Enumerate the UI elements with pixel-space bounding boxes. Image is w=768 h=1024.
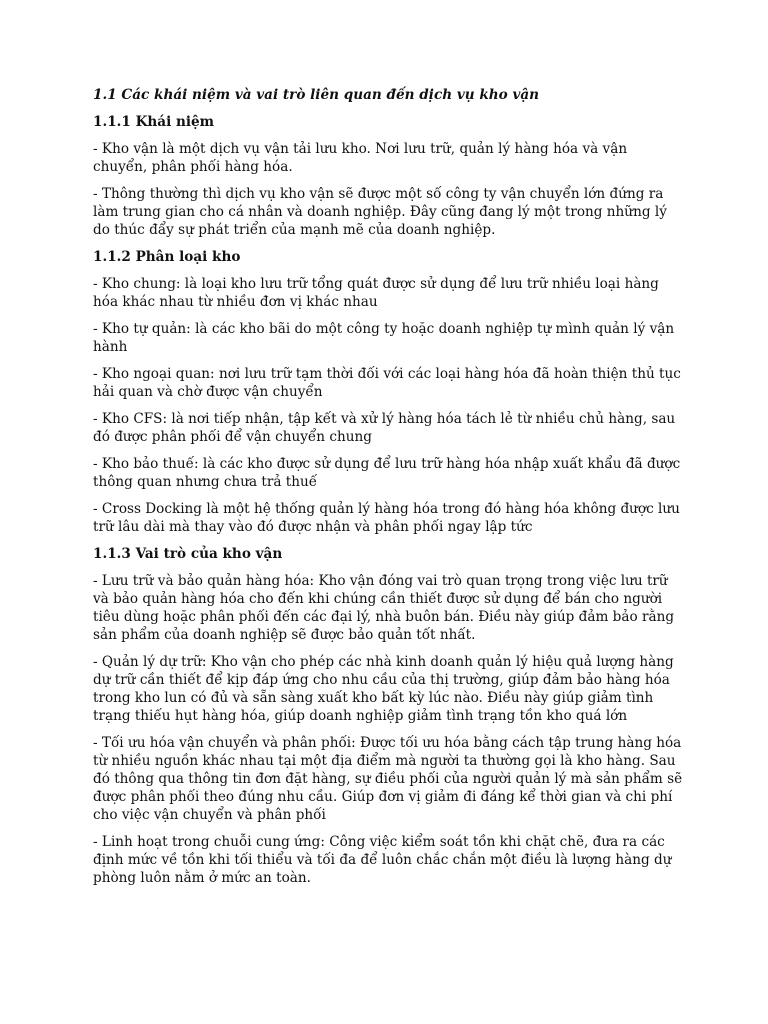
section-title: 1.1 Các khái niệm và vai trò liên quan đến dịch vụ kho vận bbox=[93, 87, 540, 103]
subsection-heading-classification: 1.1.2 Phân loại kho bbox=[93, 249, 241, 265]
paragraph: - Cross Docking là một hệ thống quản lý hàng hóa trong đó hàng hóa không được lưu trữ lâu dài mà thay vào đó được nhận và phân phối ngay lập tức bbox=[93, 501, 680, 535]
paragraph: - Linh hoạt trong chuỗi cung ứng: Công việc kiểm soát tồn khi chặt chẽ, đưa ra các định mức về tồn khi tối thiểu và tối đa để luôn chắc chắn một điều là lượng hàng dự phòng luôn nằm ở mức an toàn. bbox=[93, 834, 672, 886]
subsection-heading-concepts: 1.1.1 Khái niệm bbox=[93, 114, 215, 130]
paragraph: - Lưu trữ và bảo quản hàng hóa: Kho vận đóng vai trò quan trọng trong việc lưu trữ và bảo quản hàng hóa cho đến khi chúng cần thiết được sử dụng để bán cho người tiêu dùng hoặc phân phối đến các đại lý, nhà buôn bán. Điều này giúp đảm bảo rằng sản phẩm của doanh nghiệp sẽ được bảo quản tốt nhất. bbox=[93, 573, 675, 643]
paragraph: - Tối ưu hóa vận chuyển và phân phối: Được tối ưu hóa bằng cách tập trung hàng hóa từ nhiều nguồn khác nhau tại một địa điểm mà người ta thường gọi là kho hàng. Sau đó thông qua thông tin đơn đặt hàng, sự điều phối của người quản lý mà sản phẩm sẽ được phân phối theo đúng nhu cầu. Giúp đơn vị giảm đi đáng kể thời gian và chi phí cho việc vận chuyển và phân phối bbox=[93, 735, 683, 823]
paragraph: - Kho bảo thuế: là các kho được sử dụng để lưu trữ hàng hóa nhập xuất khẩu đã được thông quan nhưng chưa trả thuế bbox=[93, 456, 681, 490]
paragraph: - Kho ngoại quan: nơi lưu trữ tạm thời đối với các loại hàng hóa đã hoàn thiện thủ tục hải quan và chờ được vận chuyển bbox=[93, 366, 681, 400]
paragraph: - Kho CFS: là nơi tiếp nhận, tập kết và xử lý hàng hóa tách lẻ từ nhiều chủ hàng, sau đó được phân phối để vận chuyển chung bbox=[93, 411, 676, 445]
paragraph: - Kho tự quản: là các kho bãi do một công ty hoặc doanh nghiệp tự mình quản lý vận hành bbox=[93, 321, 675, 355]
paragraph: - Thông thường thì dịch vụ kho vận sẽ được một số công ty vận chuyển lớn đứng ra làm trung gian cho cá nhân và doanh nghiệp. Đây cũng đang lý một trong những lý do thúc đẩy sự phát triển của mạnh mẽ của doanh nghiệp. bbox=[93, 186, 667, 238]
paragraph: - Kho chung: là loại kho lưu trữ tổng quát được sử dụng để lưu trữ nhiều loại hàng hóa khác nhau từ nhiều đơn vị khác nhau bbox=[93, 276, 659, 310]
subsection-heading-roles: 1.1.3 Vai trò của kho vận bbox=[93, 546, 283, 562]
document-page bbox=[93, 86, 683, 896]
paragraph: - Kho vận là một dịch vụ vận tải lưu kho. Nơi lưu trữ, quản lý hàng hóa và vận chuyển, phân phối hàng hóa. bbox=[93, 141, 628, 175]
paragraph: - Quản lý dự trữ: Kho vận cho phép các nhà kinh doanh quản lý hiệu quả lượng hàng dự trữ cần thiết để kịp đáp ứng cho nhu cầu của thị trường, giúp đảm bảo hàng hóa trong kho lun có đủ và sẵn sàng xuất kho bất kỳ lúc nào. Điều này giúp giảm tình trạng thiếu hụt hàng hóa, giúp doanh nghiệp giảm tình trạng tồn kho quá lớn bbox=[93, 654, 674, 724]
